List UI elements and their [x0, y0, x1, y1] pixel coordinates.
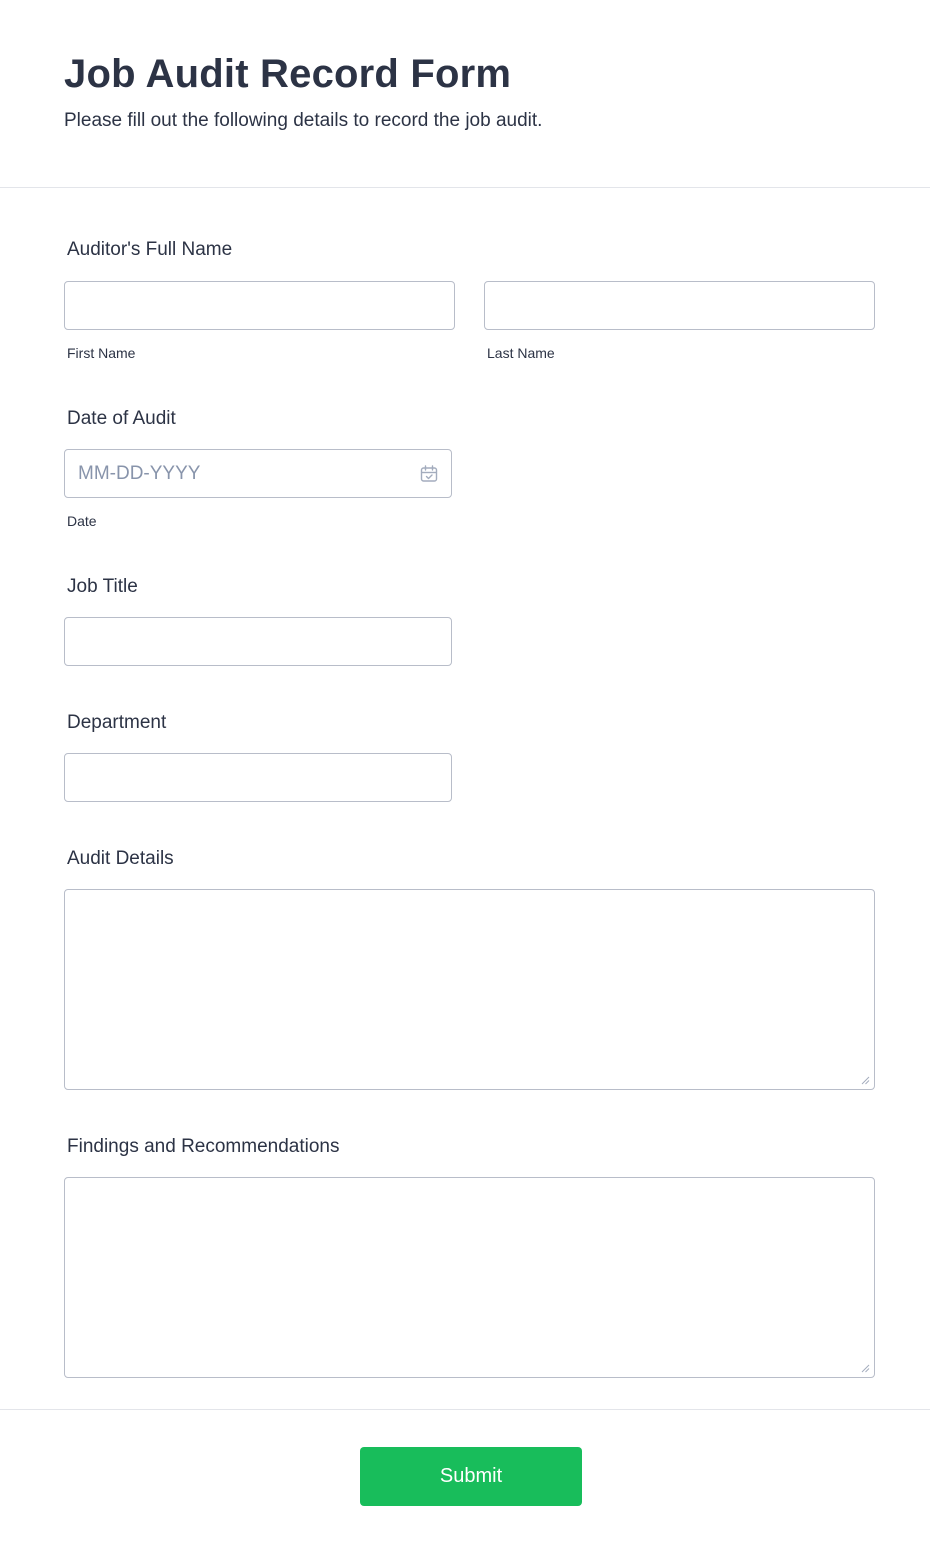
last-name-sublabel: Last Name: [487, 345, 555, 361]
department-label: Department: [67, 712, 167, 733]
calendar-icon[interactable]: [419, 464, 439, 484]
form-header: [0, 0, 930, 188]
first-name-sublabel: First Name: [67, 345, 136, 361]
submit-button[interactable]: Submit: [360, 1447, 582, 1506]
date-sublabel: Date: [67, 513, 97, 529]
form-footer: [0, 1409, 930, 1556]
date-of-audit-label: Date of Audit: [67, 408, 176, 429]
job-title-label: Job Title: [67, 576, 138, 597]
form-title: Job Audit Record Form: [64, 52, 512, 96]
date-input[interactable]: [64, 449, 452, 498]
auditor-name-label: Auditor's Full Name: [67, 239, 233, 260]
findings-textarea[interactable]: [64, 1177, 875, 1378]
last-name-input[interactable]: [484, 281, 875, 330]
department-input[interactable]: [64, 753, 452, 802]
date-placeholder: MM-DD-YYYY: [78, 463, 201, 484]
audit-details-label: Audit Details: [67, 848, 174, 869]
job-title-input[interactable]: [64, 617, 452, 666]
form-subtitle: Please fill out the following details to record the job audit.: [64, 110, 543, 131]
findings-label: Findings and Recommendations: [67, 1136, 340, 1157]
first-name-input[interactable]: [64, 281, 455, 330]
audit-details-textarea[interactable]: [64, 889, 875, 1090]
resize-handle-icon[interactable]: [860, 1363, 870, 1373]
resize-handle-icon[interactable]: [860, 1075, 870, 1085]
